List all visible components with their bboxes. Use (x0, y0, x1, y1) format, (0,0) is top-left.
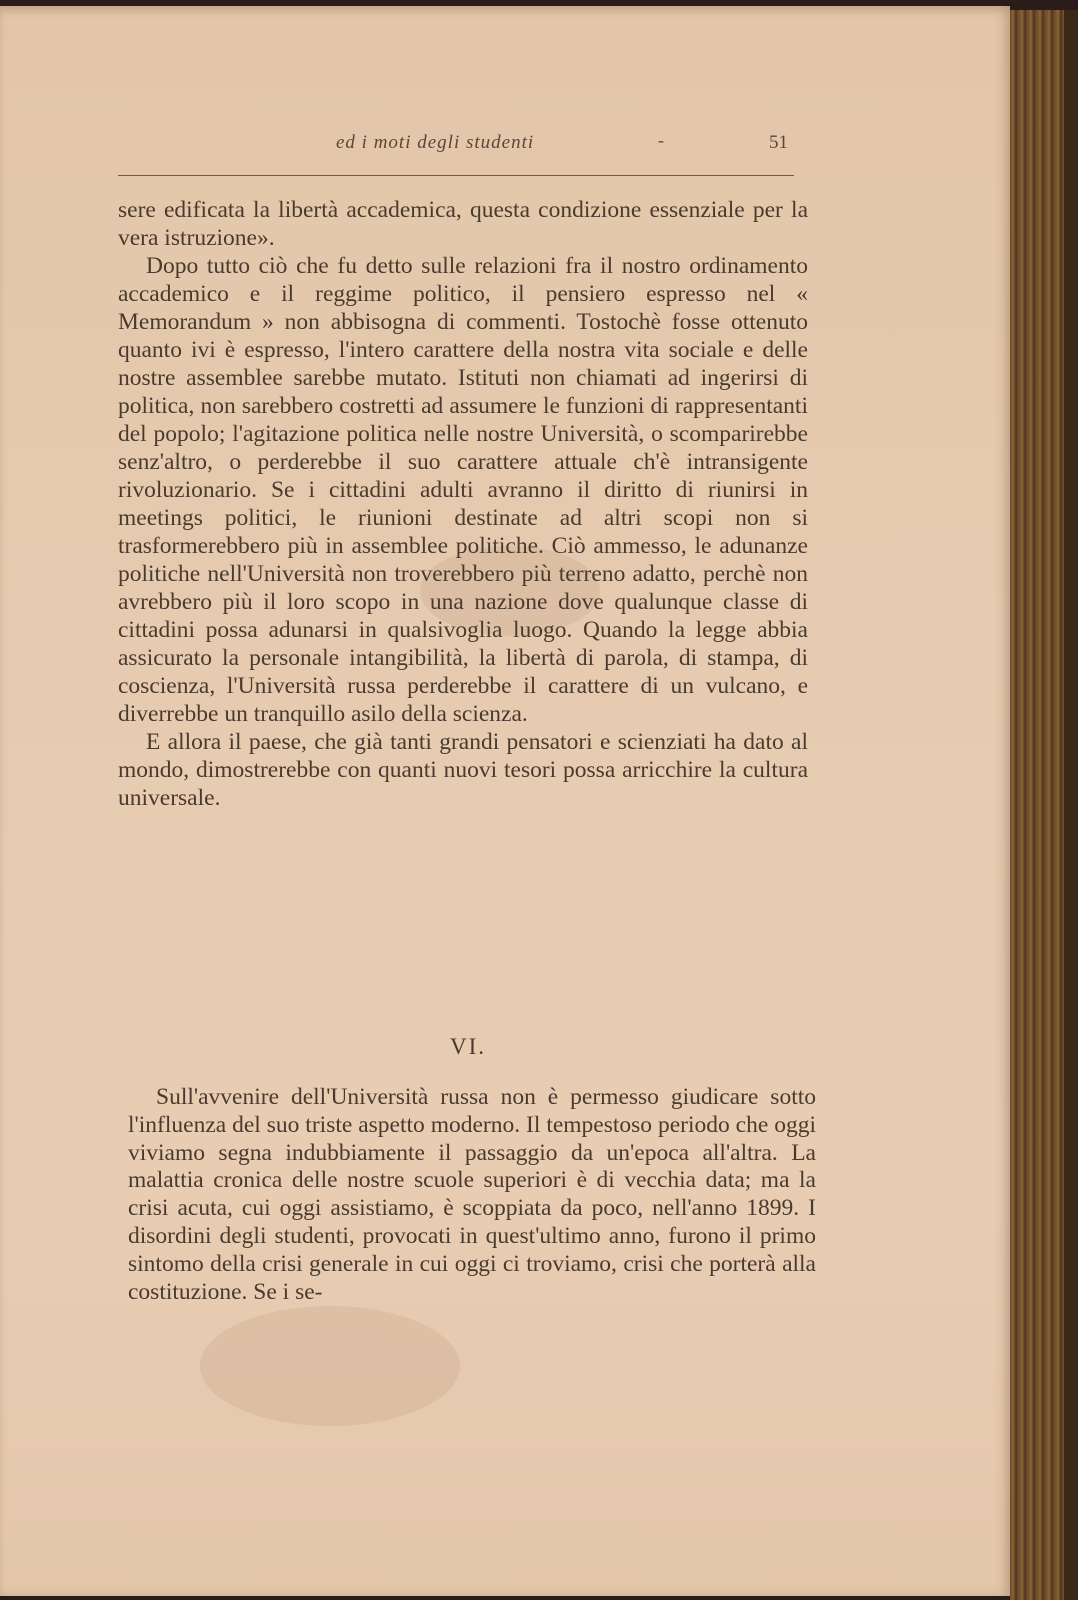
page-number: 51 (769, 132, 788, 153)
header-rule (118, 175, 794, 176)
header-dot: - (658, 130, 664, 150)
page-header (118, 130, 794, 164)
running-title: ed i moti degli studenti (336, 132, 535, 153)
paragraph: sere edificata la libertà accademica, questa condizione essenziale per la vera istruzione». (118, 197, 808, 251)
text-block-bottom (128, 1084, 816, 1306)
section-heading: VI. (449, 1034, 487, 1059)
paragraph: E allora il paese, che già tanti grandi pensatori e scienziati ha dato al mondo, dimostrerebbe con quanti nuovi tesori possa arricchire la cultura universale. (118, 729, 808, 811)
text-block-top (118, 196, 808, 812)
paragraph: Dopo tutto ciò che fu detto sulle relazioni fra il nostro ordinamento accademico e il reggime politico, il pensiero espresso nel « Memorandum » non abbisogna di commenti. Tostochè fosse ottenuto quanto ivi è espresso, l'intero carattere della nostra vita sociale e delle nostre assemblee sarebbe mutato. Istituti non chiamati ad ingerirsi di politica, non sarebbero costretti ad assumere le funzioni di rappresentanti del popolo; l'agitazione politica nelle nostre Università, o scomparirebbe senz'altro, o perderebbe il suo carattere attuale ch'è intransigente rivoluzionario. Se i cittadini adulti avranno il diritto di riunirsi in meetings politici, le riunioni destinate ad altri scopi non si trasformerebbero più in assemblee politiche. Ciò ammesso, le adunanze politiche nell'Università non troverebbero più terreno adatto, perchè non avrebbero più il loro scopo in una nazione dove qualunque classe di cittadini possa adunarsi in qualsivoglia luogo. Quando la legge abbia assicurato la personale intangibilità, la libertà di parola, di stampa, di coscienza, l'Università russa perderebbe il carattere di un vulcano, e diverrebbe un tranquillo asilo della scienza. (118, 253, 808, 727)
book-edge (1010, 10, 1078, 1600)
paragraph: Sull'avvenire dell'Università russa non è permesso giudicare sotto l'influenza del suo triste aspetto moderno. Il tempestoso periodo che oggi viviamo segna indubbiamente il passaggio da un'epoca all'altra. La malattia cronica delle nostre scuole superiori è di vecchia data; ma la crisi acuta, cui oggi assistiamo, è scoppiata da poco, nell'anno 1899. I disordini degli studenti, provocati in quest'ultimo anno, furono il primo sintomo della crisi generale in cui oggi ci troviamo, crisi che porterà alla costituzione. Se i se- (128, 1084, 816, 1305)
